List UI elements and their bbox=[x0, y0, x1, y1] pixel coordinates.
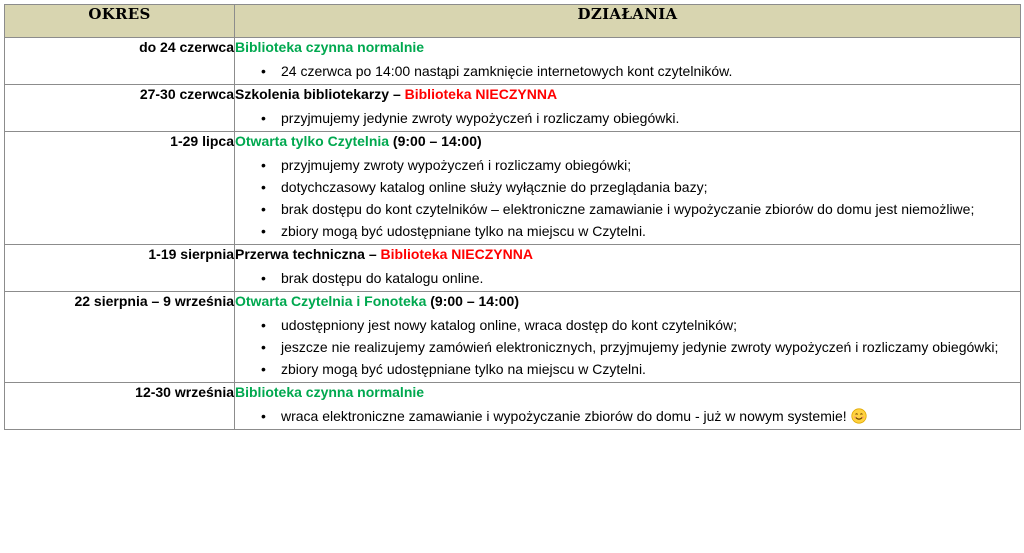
list-item bbox=[281, 109, 1020, 127]
period-cell: 22 sierpnia – 9 września bbox=[5, 292, 235, 383]
table-row bbox=[5, 245, 1021, 292]
period-cell: 1-19 sierpnia bbox=[5, 245, 235, 292]
list-item bbox=[281, 222, 1020, 240]
list-item-text: zbiory mogą być udostępniane tylko na miejscu w Czytelni. bbox=[281, 223, 646, 239]
list-item bbox=[281, 316, 1020, 334]
table-row bbox=[5, 85, 1021, 132]
period-cell: 1-29 lipca bbox=[5, 132, 235, 245]
bullet-list bbox=[235, 156, 1020, 240]
list-item-text: 24 czerwca po 14:00 nastąpi zamknięcie internetowych kont czytelników. bbox=[281, 63, 733, 79]
headline-segment: Przerwa techniczna – bbox=[235, 246, 381, 262]
headline-segment: Biblioteka NIECZYNNA bbox=[404, 86, 558, 102]
bullet-list bbox=[235, 407, 1020, 425]
bullet-list bbox=[235, 62, 1020, 80]
smiley-icon bbox=[851, 408, 867, 424]
list-item-text: brak dostępu do kont czytelników – elektroniczne zamawianie i wypożyczanie zbiorów do domu jest niemożliwe; bbox=[281, 201, 975, 217]
list-item bbox=[281, 360, 1020, 378]
list-item-text: przyjmujemy zwroty wypożyczeń i rozliczamy obiegówki; bbox=[281, 157, 632, 173]
list-item-text: zbiory mogą być udostępniane tylko na miejscu w Czytelni. bbox=[281, 361, 646, 377]
schedule-rows bbox=[5, 38, 1021, 430]
headline-segment: Biblioteka NIECZYNNA bbox=[380, 246, 533, 262]
headline-segment: (9:00 – 14:00) bbox=[389, 133, 482, 149]
header-row bbox=[5, 5, 1021, 38]
actions-cell bbox=[235, 245, 1021, 292]
list-item bbox=[281, 178, 1020, 196]
actions-cell bbox=[235, 85, 1021, 132]
headline-segment: Biblioteka czynna normalnie bbox=[235, 384, 425, 400]
list-item bbox=[281, 62, 1020, 80]
list-item-text: przyjmujemy jedynie zwroty wypożyczeń i rozliczamy obiegówki. bbox=[281, 110, 680, 126]
list-item-text: brak dostępu do katalogu online. bbox=[281, 270, 484, 286]
status-headline bbox=[235, 85, 1020, 103]
table-row bbox=[5, 38, 1021, 85]
status-headline bbox=[235, 383, 1020, 401]
status-headline bbox=[235, 38, 1020, 56]
status-headline bbox=[235, 132, 1020, 150]
status-headline bbox=[235, 292, 1020, 310]
list-item bbox=[281, 156, 1020, 174]
actions-cell bbox=[235, 292, 1021, 383]
table-row bbox=[5, 132, 1021, 245]
table-row bbox=[5, 292, 1021, 383]
list-item bbox=[281, 338, 1020, 356]
bullet-list bbox=[235, 269, 1020, 287]
table-row bbox=[5, 383, 1021, 430]
actions-cell bbox=[235, 132, 1021, 245]
headline-segment: (9:00 – 14:00) bbox=[426, 293, 519, 309]
schedule-table bbox=[4, 4, 1021, 430]
actions-cell bbox=[235, 38, 1021, 85]
period-cell: do 24 czerwca bbox=[5, 38, 235, 85]
list-item-text: udostępniony jest nowy katalog online, wraca dostęp do kont czytelników; bbox=[281, 317, 738, 333]
list-item-text: dotychczasowy katalog online służy wyłącznie do przeglądania bazy; bbox=[281, 179, 708, 195]
list-item-text: wraca elektroniczne zamawianie i wypożyczanie zbiorów do domu - już w nowym systemie! bbox=[281, 408, 847, 424]
bullet-list bbox=[235, 109, 1020, 127]
list-item-text: jeszcze nie realizujemy zamówień elektronicznych, przyjmujemy jedynie zwroty wypożyczeń i rozliczamy obiegówki; bbox=[281, 339, 999, 355]
headline-segment: Biblioteka czynna normalnie bbox=[235, 39, 425, 55]
actions-cell bbox=[235, 383, 1021, 430]
headline-segment: Szkolenia bibliotekarzy – bbox=[235, 86, 405, 102]
bullet-list bbox=[235, 316, 1020, 378]
list-item bbox=[281, 200, 1020, 218]
period-column-header: OKRES bbox=[5, 5, 235, 38]
headline-segment: Otwarta tylko Czytelnia bbox=[235, 133, 390, 149]
period-cell: 27-30 czerwca bbox=[5, 85, 235, 132]
list-item bbox=[281, 269, 1020, 287]
headline-segment: Otwarta Czytelnia i Fonoteka bbox=[235, 293, 427, 309]
actions-column-header: DZIAŁANIA bbox=[235, 5, 1021, 38]
list-item bbox=[281, 407, 1020, 425]
period-cell: 12-30 września bbox=[5, 383, 235, 430]
status-headline bbox=[235, 245, 1020, 263]
